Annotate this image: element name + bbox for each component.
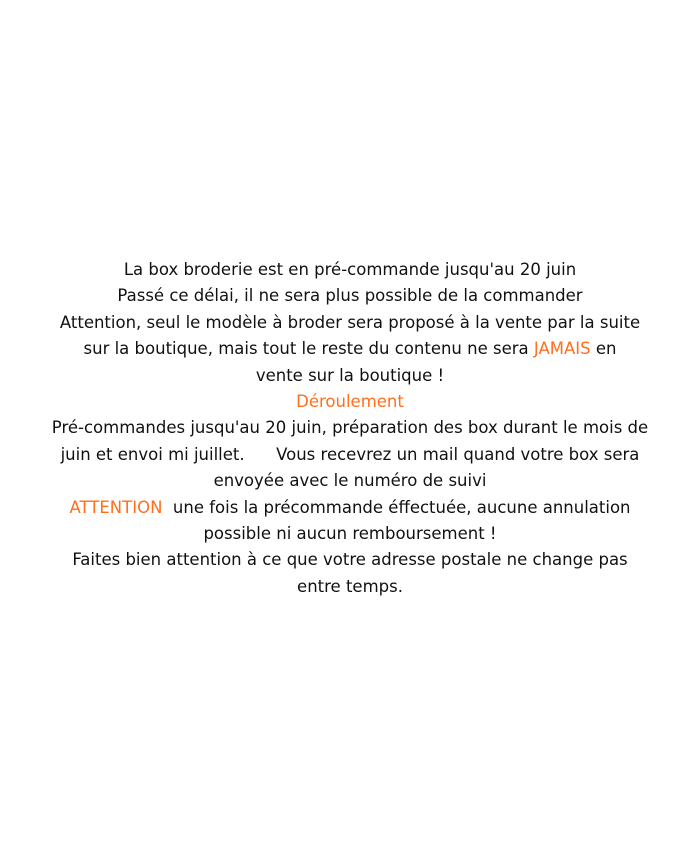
notice-text-shipping-date: juin et envoi mi juillet. [60, 444, 245, 464]
notice-line-shop: vente sur la boutique ! [255, 365, 445, 385]
preorder-notice [0, 257, 700, 600]
notice-line-attention-model: Attention, seul le modèle à broder sera proposé à la vente par la suite [59, 312, 641, 332]
notice-line-preorder-deadline: La box broderie est en pré-commande jusqu'au 20 juin [123, 260, 577, 279]
section-heading-deroulement: Déroulement [296, 392, 404, 412]
notice-line-no-refund: possible ni aucun remboursement ! [203, 524, 497, 544]
notice-line-shipping [0, 442, 700, 468]
attention-highlight: ATTENTION [69, 497, 163, 517]
notice-line-no-cancellation [0, 495, 700, 521]
notice-text-after-jamais: en [595, 339, 617, 359]
notice-text-no-cancellation: une fois la précommande éffectuée, aucune annulation [172, 497, 631, 517]
notice-line-tracking: envoyée avec le numéro de suivi [213, 471, 487, 491]
notice-line-meanwhile: entre temps. [297, 576, 403, 596]
notice-text-mail-notice: Vous recevrez un mail quand votre box sera [276, 444, 640, 464]
notice-line-address-warning: Faites bien attention à ce que votre adresse postale ne change pas [72, 550, 628, 570]
jamais-highlight: JAMAIS [533, 339, 591, 359]
notice-line-after-deadline: Passé ce délai, il ne sera plus possible de la commander [117, 286, 583, 306]
notice-text-before-jamais: sur la boutique, mais tout le reste du contenu ne sera [83, 339, 529, 359]
notice-line-rest-of-content [0, 336, 700, 362]
notice-line-schedule: Pré-commandes jusqu'au 20 juin, préparation des box durant le mois de [51, 418, 649, 438]
